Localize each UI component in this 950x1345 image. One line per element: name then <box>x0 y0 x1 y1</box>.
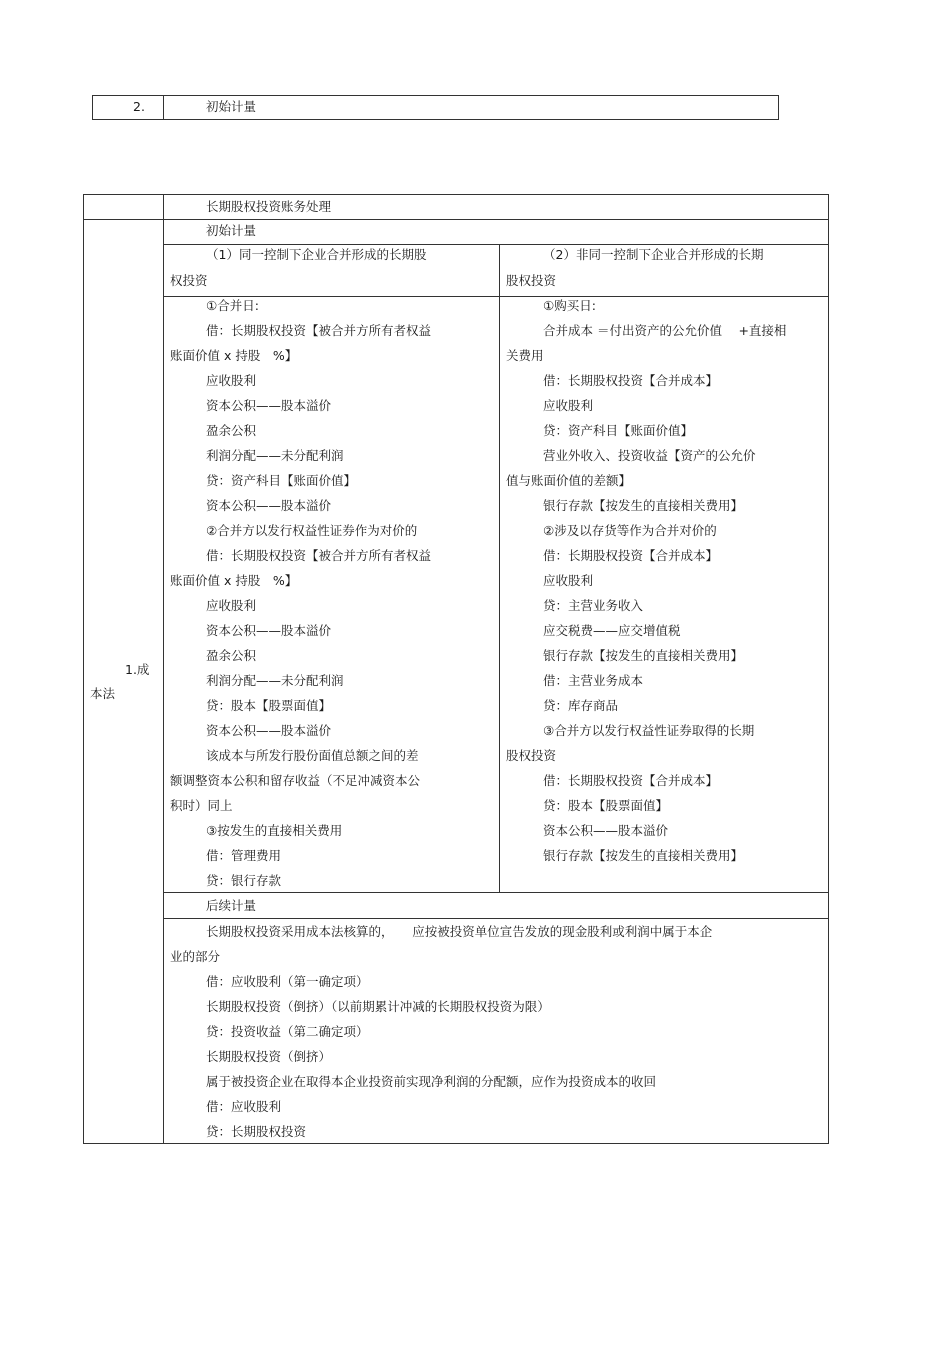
left-line: 资本公积——股本溢价 <box>206 398 332 413</box>
label-column-divider <box>163 194 164 1144</box>
left-line: ②合并方以发行权益性证券作为对价的 <box>206 523 418 538</box>
top-table-title: 初始计量 <box>206 99 257 114</box>
subsequent-measurement-title: 后续计量 <box>206 898 257 913</box>
right-line: 应交税费——应交增值税 <box>543 623 681 638</box>
left-line: 应收股利 <box>206 373 257 388</box>
subsequent-row-bottom <box>163 918 829 919</box>
subsequent-row-top <box>163 892 829 893</box>
top-table-divider <box>163 95 164 120</box>
right-line: 贷：主营业务收入 <box>543 598 644 613</box>
right-line: 应收股利 <box>543 398 594 413</box>
left-line: 借：长期股权投资【被合并方所有者权益 <box>206 323 432 338</box>
subsequent-line: 业的部分 <box>170 949 221 964</box>
left-line: 盈余公积 <box>206 648 257 663</box>
right-line: ①购买日: <box>543 298 596 313</box>
right-line: 股权投资 <box>506 748 557 763</box>
left-line: ①合并日: <box>206 298 259 313</box>
left-line: 利润分配——未分配利润 <box>206 673 344 688</box>
row-label-line-1: 1.成 <box>125 662 150 677</box>
right-line: 关费用 <box>506 348 544 363</box>
header-row-bottom <box>83 219 829 220</box>
right-line: 银行存款【按发生的直接相关费用】 <box>543 648 744 663</box>
right-line: 银行存款【按发生的直接相关费用】 <box>543 498 744 513</box>
right-column-header-2: 股权投资 <box>506 273 557 288</box>
top-table-number: 2. <box>133 99 145 114</box>
right-line: ②涉及以存货等作为合并对价的 <box>543 523 717 538</box>
left-column-header-2: 权投资 <box>170 273 208 288</box>
subsequent-line: 借：应收股利（第一确定项） <box>206 974 369 989</box>
left-line: 利润分配——未分配利润 <box>206 448 344 463</box>
left-column-header-1: （1）同一控制下企业合并形成的长期股 <box>206 247 427 262</box>
right-line: 借：主营业务成本 <box>543 673 644 688</box>
subsequent-line: 长期股权投资采用成本法核算的， 应按被投资单位宣告发放的现金股利或利润中属于本企 <box>206 924 713 939</box>
initial-row-bottom <box>163 244 829 245</box>
subheader-row-bottom <box>163 296 829 297</box>
right-column-header-1: （2）非同一控制下企业合并形成的长期 <box>543 247 764 262</box>
left-line: 积时）同上 <box>170 798 233 813</box>
left-line: 额调整资本公积和留存收益（不足冲减资本公 <box>170 773 421 788</box>
subsequent-line: 长期股权投资（倒挤）（以前期累计冲减的长期股权投资为限） <box>206 999 550 1014</box>
left-line: 贷：股本【股票面值】 <box>206 698 332 713</box>
left-line: 账面价值 x 持股 %】 <box>170 573 298 588</box>
right-line: 贷：资产科目【账面价值】 <box>543 423 694 438</box>
subsequent-line: 长期股权投资（倒挤） <box>206 1049 332 1064</box>
right-line: 应收股利 <box>543 573 594 588</box>
subsequent-line: 贷：长期股权投资 <box>206 1124 307 1139</box>
right-line: 借：长期股权投资【合并成本】 <box>543 773 719 788</box>
right-line: 合并成本 ＝付出资产的公允价值 +直接相 <box>543 323 787 338</box>
table-header: 长期股权投资账务处理 <box>206 199 332 214</box>
left-line: 贷：资产科目【账面价值】 <box>206 473 357 488</box>
right-line: ③合并方以发行权益性证券取得的长期 <box>543 723 755 738</box>
subsequent-line: 属于被投资企业在取得本企业投资前实现净利润的分配额，应作为投资成本的收回 <box>206 1074 657 1089</box>
left-line: 借：管理费用 <box>206 848 282 863</box>
left-line: 资本公积——股本溢价 <box>206 723 332 738</box>
top-table <box>92 95 779 120</box>
right-line: 贷：股本【股票面值】 <box>543 798 669 813</box>
right-line: 借：长期股权投资【合并成本】 <box>543 373 719 388</box>
right-line: 资本公积——股本溢价 <box>543 823 669 838</box>
right-line: 借：长期股权投资【合并成本】 <box>543 548 719 563</box>
initial-measurement-title: 初始计量 <box>206 223 257 238</box>
left-line: 盈余公积 <box>206 423 257 438</box>
right-line: 值与账面价值的差额】 <box>506 473 632 488</box>
row-label-line-2: 本法 <box>90 686 116 701</box>
left-line: 该成本与所发行股份面值总额之间的差 <box>206 748 419 763</box>
left-line: 借：长期股权投资【被合并方所有者权益 <box>206 548 432 563</box>
subsequent-line: 借：应收股利 <box>206 1099 282 1114</box>
right-line: 银行存款【按发生的直接相关费用】 <box>543 848 744 863</box>
subsequent-line: 贷：投资收益（第二确定项） <box>206 1024 369 1039</box>
right-line: 贷：库存商品 <box>543 698 619 713</box>
left-line: ③按发生的直接相关费用 <box>206 823 343 838</box>
two-column-divider <box>499 244 500 893</box>
left-line: 账面价值 x 持股 %】 <box>170 348 298 363</box>
left-line: 应收股利 <box>206 598 257 613</box>
left-line: 贷：银行存款 <box>206 873 282 888</box>
right-line: 营业外收入、投资收益【资产的公允价 <box>543 448 756 463</box>
left-line: 资本公积——股本溢价 <box>206 498 332 513</box>
left-line: 资本公积——股本溢价 <box>206 623 332 638</box>
